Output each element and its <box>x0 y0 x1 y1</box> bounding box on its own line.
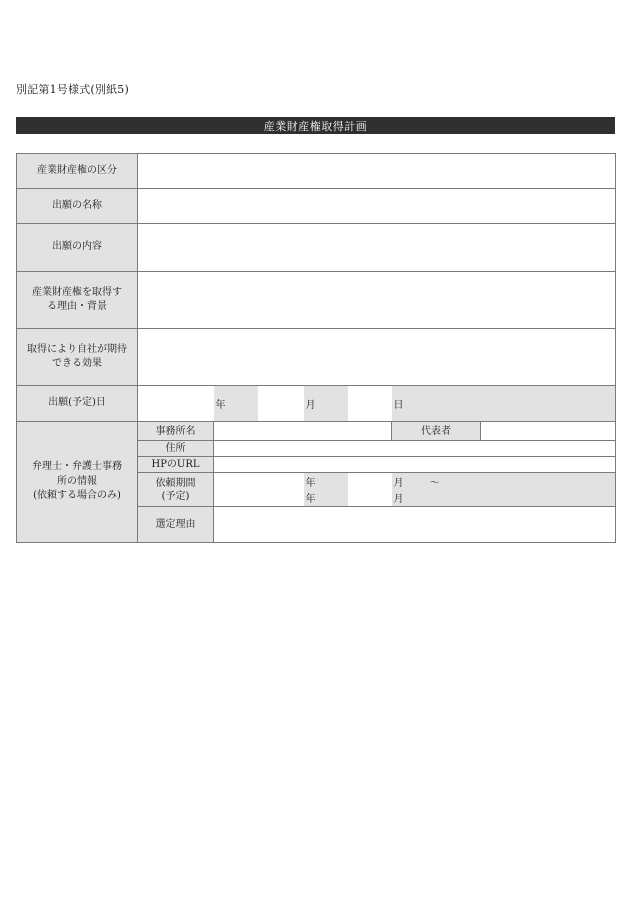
ip-acquisition-plan-table <box>16 153 616 543</box>
office-name-label: 事務所名 <box>138 422 214 441</box>
application-content-field[interactable] <box>138 224 616 272</box>
filing-month-unit: 月 <box>304 386 348 422</box>
period-end-year-field[interactable] <box>214 490 304 507</box>
period-end-year-unit: 年 <box>304 490 348 507</box>
period-end-month-field[interactable] <box>348 490 392 507</box>
office-name-row <box>17 422 616 441</box>
reason-row <box>17 272 616 329</box>
application-content-label: 出願の内容 <box>17 224 138 272</box>
reason-label-line1: 産業財産権を取得す <box>32 286 122 298</box>
form-number: 別記第1号様式(別紙5) <box>16 83 129 96</box>
period-label-line2: (予定) <box>161 490 190 502</box>
application-name-field[interactable] <box>138 189 616 224</box>
reason-label <box>17 272 138 329</box>
hp-url-label: HPのURL <box>138 457 214 473</box>
category-field[interactable] <box>138 154 616 189</box>
address-field[interactable] <box>214 441 616 457</box>
effect-label-line2: できる効果 <box>52 358 102 369</box>
period-start-year-field[interactable] <box>214 473 304 490</box>
category-label: 産業財産権の区分 <box>17 154 138 189</box>
representative-field[interactable] <box>481 422 616 441</box>
effect-field[interactable] <box>138 329 616 386</box>
effect-label <box>17 329 138 386</box>
period-start-month-unit: 月 <box>393 477 404 489</box>
application-content-row <box>17 224 616 272</box>
period-label <box>138 473 214 507</box>
filing-month-field[interactable] <box>258 386 304 422</box>
period-tilde: ～ <box>429 477 440 489</box>
filing-year-field[interactable] <box>138 386 214 422</box>
effect-row <box>17 329 616 386</box>
attorney-info-label <box>17 422 138 543</box>
filing-year-unit: 年 <box>214 386 258 422</box>
selection-reason-label: 選定理由 <box>138 507 214 543</box>
attorney-label-line3: (依頼する場合のみ) <box>33 490 121 502</box>
period-end-month-unit: 月 <box>392 490 616 507</box>
application-name-row <box>17 189 616 224</box>
period-start-month-cell <box>392 473 616 490</box>
reason-field[interactable] <box>138 272 616 329</box>
filing-date-row <box>17 386 616 422</box>
attorney-label-line1: 弁理士・弁護士事務 <box>32 461 122 473</box>
period-start-month-field[interactable] <box>348 473 392 490</box>
hp-url-field[interactable] <box>214 457 616 473</box>
effect-label-line1: 取得により自社が期待 <box>27 343 127 355</box>
filing-day-unit: 日 <box>392 386 616 422</box>
application-name-label: 出願の名称 <box>17 189 138 224</box>
filing-date-label: 出願(予定)日 <box>17 386 138 422</box>
form-title: 産業財産権取得計画 <box>16 117 615 134</box>
reason-label-line2: る理由・背景 <box>47 301 107 312</box>
office-name-field[interactable] <box>214 422 392 441</box>
period-start-year-label: 年 <box>304 473 348 490</box>
attorney-label-line2: 所の情報 <box>57 475 97 487</box>
filing-day-field[interactable] <box>348 386 392 422</box>
selection-reason-field[interactable] <box>214 507 616 543</box>
period-label-line1: 依頼期間 <box>155 477 196 489</box>
category-row <box>17 154 616 189</box>
address-label: 住所 <box>138 441 214 457</box>
representative-label: 代表者 <box>392 422 481 441</box>
